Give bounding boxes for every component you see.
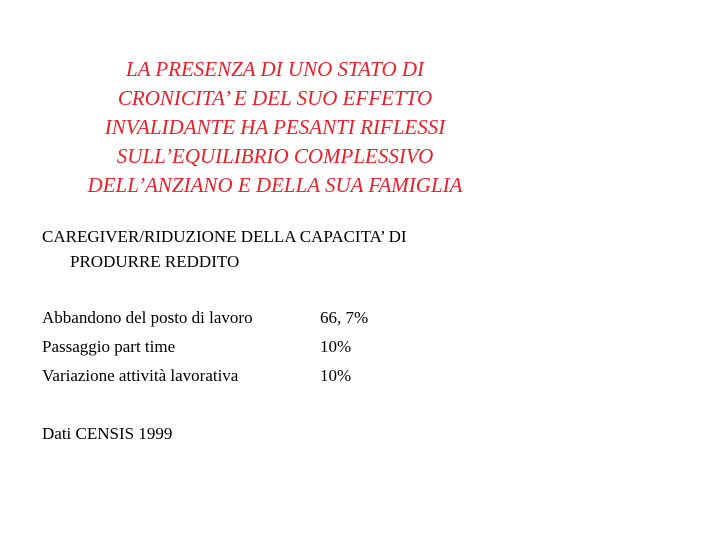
- stats-value: 66, 7%: [320, 307, 369, 327]
- title-line-2: CRONICITA’ E DEL SUO EFFETTO: [117, 86, 433, 110]
- stats-value: 10%: [320, 336, 352, 356]
- stats-label: Abbandono del posto di lavoro: [42, 307, 253, 327]
- title-line-3: INVALIDANTE HA PESANTI RIFLESSI: [104, 115, 446, 139]
- heading-line-2: PRODURRE REDDITO: [70, 252, 240, 271]
- section-heading: [42, 224, 602, 274]
- stats-row: [42, 361, 368, 390]
- stats-value: 10%: [320, 365, 352, 385]
- stats-label: Variazione attività lavorativa: [42, 365, 239, 385]
- title-line-4: SULL’EQUILIBRIO COMPLESSIVO: [116, 144, 434, 168]
- stats-row: [42, 332, 368, 361]
- source-note: Dati CENSIS 1999: [42, 424, 173, 443]
- stats-table: [42, 303, 368, 390]
- title-line-5: DELL’ANZIANO E DELLA SUA FAMIGLIA: [87, 173, 463, 197]
- slide-title: [30, 55, 520, 200]
- stats-row: [42, 303, 368, 332]
- stats-label: Passaggio part time: [42, 336, 176, 356]
- heading-line-1: CAREGIVER/RIDUZIONE DELLA CAPACITA’ DI: [42, 227, 407, 246]
- title-line-1: LA PRESENZA DI UNO STATO DI: [125, 57, 425, 81]
